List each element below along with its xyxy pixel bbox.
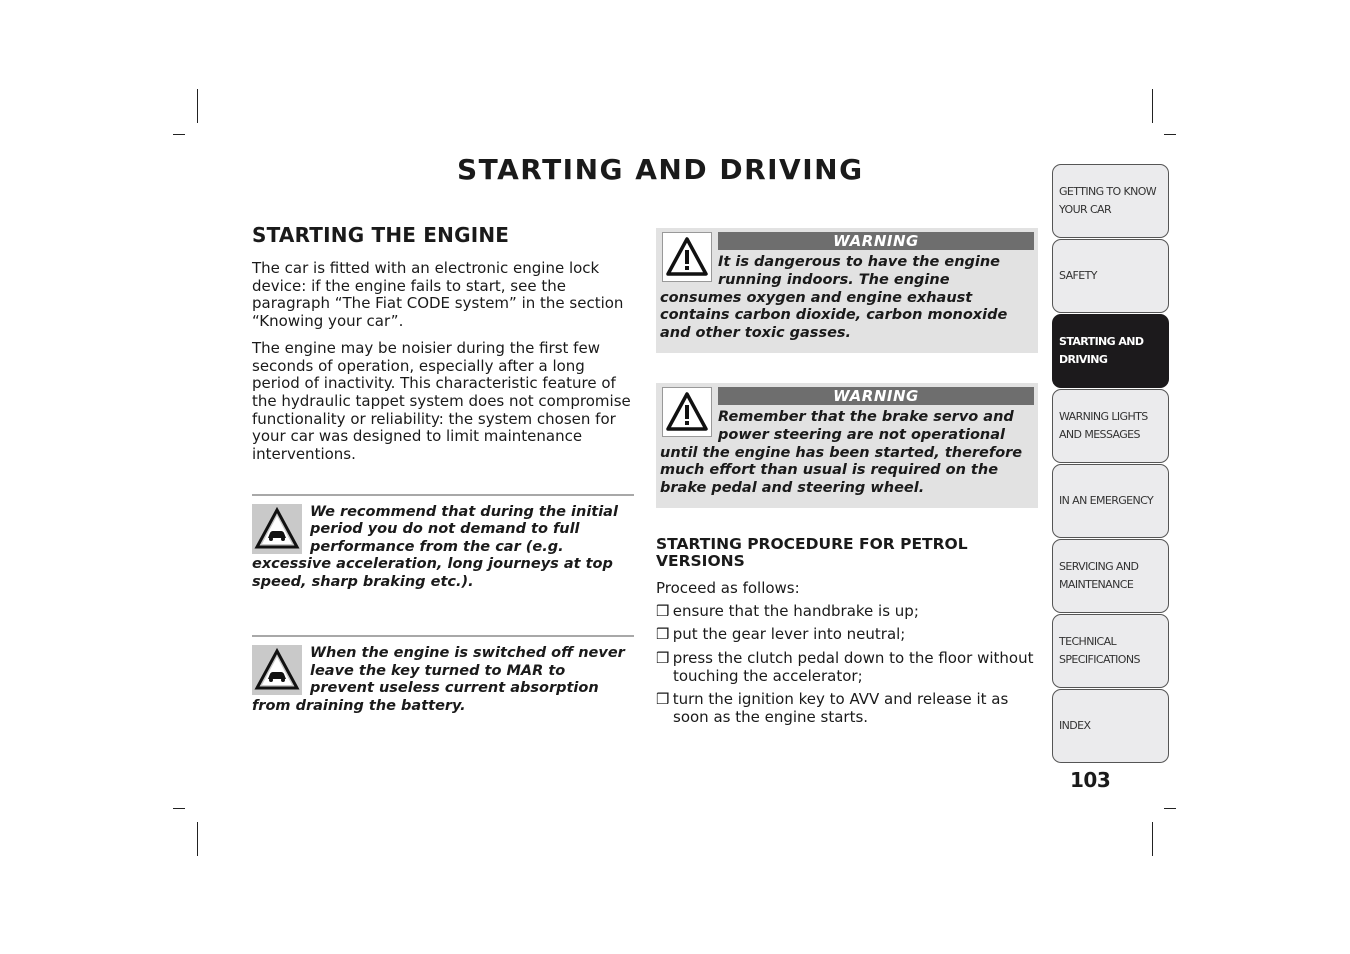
checkbox-bullet-icon: ❒ xyxy=(656,649,670,668)
chapter-tabs xyxy=(1052,164,1169,764)
tab-warning-lights[interactable]: WARNING LIGHTS AND MESSAGES xyxy=(1052,389,1169,463)
page-number: 103 xyxy=(1070,768,1111,792)
list-item: ❒ put the gear lever into neutral; xyxy=(656,625,906,644)
warning-triangle-icon xyxy=(662,232,712,282)
tab-safety[interactable]: SAFETY xyxy=(1052,239,1169,313)
tab-in-an-emergency[interactable]: IN AN EMERGENCY xyxy=(1052,464,1169,538)
warning-box xyxy=(656,383,1038,508)
body-paragraph: The engine may be noisier during the first few seconds of operation, especially after a long period of inactivity. This characteristic feature of the hydraulic tappet system does not compromise functionality or reliability: the system chosen for your car was designed to limit maintenance interventions. xyxy=(252,338,631,464)
left-column xyxy=(252,222,634,715)
checkbox-bullet-icon: ❒ xyxy=(656,601,670,620)
procedure-intro: Proceed as follows: xyxy=(656,578,800,597)
note-text: We recommend that during the initial period you do not demand to full performance from the car (e.g. excessive acceleration, long journeys at top speed, sharp braking etc.). xyxy=(252,503,618,590)
crop-mark xyxy=(1152,89,1153,123)
page-title: STARTING AND DRIVING xyxy=(457,153,864,186)
crop-mark xyxy=(1152,822,1153,856)
tab-servicing[interactable]: SERVICING AND MAINTENANCE xyxy=(1052,539,1169,613)
tab-starting-and-driving[interactable]: STARTING AND DRIVING xyxy=(1052,314,1169,388)
section-heading: STARTING THE ENGINE xyxy=(252,223,510,247)
warning-triangle-icon xyxy=(662,387,712,437)
warning-text: It is dangerous to have the engine running indoors. The engine consumes oxygen and engine exhaust contains carbon dioxide, carbon monoxide and other toxic gasses. xyxy=(660,254,1008,342)
crop-mark xyxy=(1164,808,1176,809)
tab-getting-to-know[interactable]: GETTING TO KNOW YOUR CAR xyxy=(1052,164,1169,238)
tab-technical-specs[interactable]: TECHNICAL SPECIFICATIONS xyxy=(1052,614,1169,688)
crop-mark xyxy=(197,89,198,123)
list-item: ❒ ensure that the handbrake is up; xyxy=(656,601,919,620)
car-warning-icon xyxy=(252,504,302,554)
checkbox-bullet-icon: ❒ xyxy=(656,625,670,644)
tab-index[interactable]: INDEX xyxy=(1052,689,1169,763)
right-column xyxy=(656,228,1038,733)
crop-mark xyxy=(173,808,185,809)
checkbox-bullet-icon: ❒ xyxy=(656,690,670,709)
list-item: ❒ turn the ignition key to AVV and release it as soon as the engine starts. xyxy=(656,690,1009,727)
warning-label: WARNING xyxy=(718,387,1034,405)
warning-box xyxy=(656,228,1038,353)
car-warning-icon xyxy=(252,645,302,695)
note-text: When the engine is switched off never leave the key turned to MAR to prevent useless current absorption from draining the battery. xyxy=(252,645,625,714)
body-paragraph: The car is fitted with an electronic engine lock device: if the engine fails to start, see the paragraph “The Fiat CODE system” in the section “Knowing your car”. xyxy=(252,259,624,331)
crop-mark xyxy=(1164,134,1176,135)
procedure-list xyxy=(656,603,1038,727)
caution-note xyxy=(252,635,634,715)
procedure-heading: STARTING PROCEDURE FOR PETROL VERSIONS xyxy=(656,534,968,570)
caution-note xyxy=(252,494,634,592)
crop-mark xyxy=(173,134,185,135)
warning-label: WARNING xyxy=(718,232,1034,250)
crop-mark xyxy=(197,822,198,856)
list-item: ❒ press the clutch pedal down to the floor without touching the accelerator; xyxy=(656,649,1034,685)
warning-text: Remember that the brake servo and power steering are not operational until the engine has been started, therefore much effort than usual is required on the brake pedal and steering wheel. xyxy=(660,408,1023,497)
